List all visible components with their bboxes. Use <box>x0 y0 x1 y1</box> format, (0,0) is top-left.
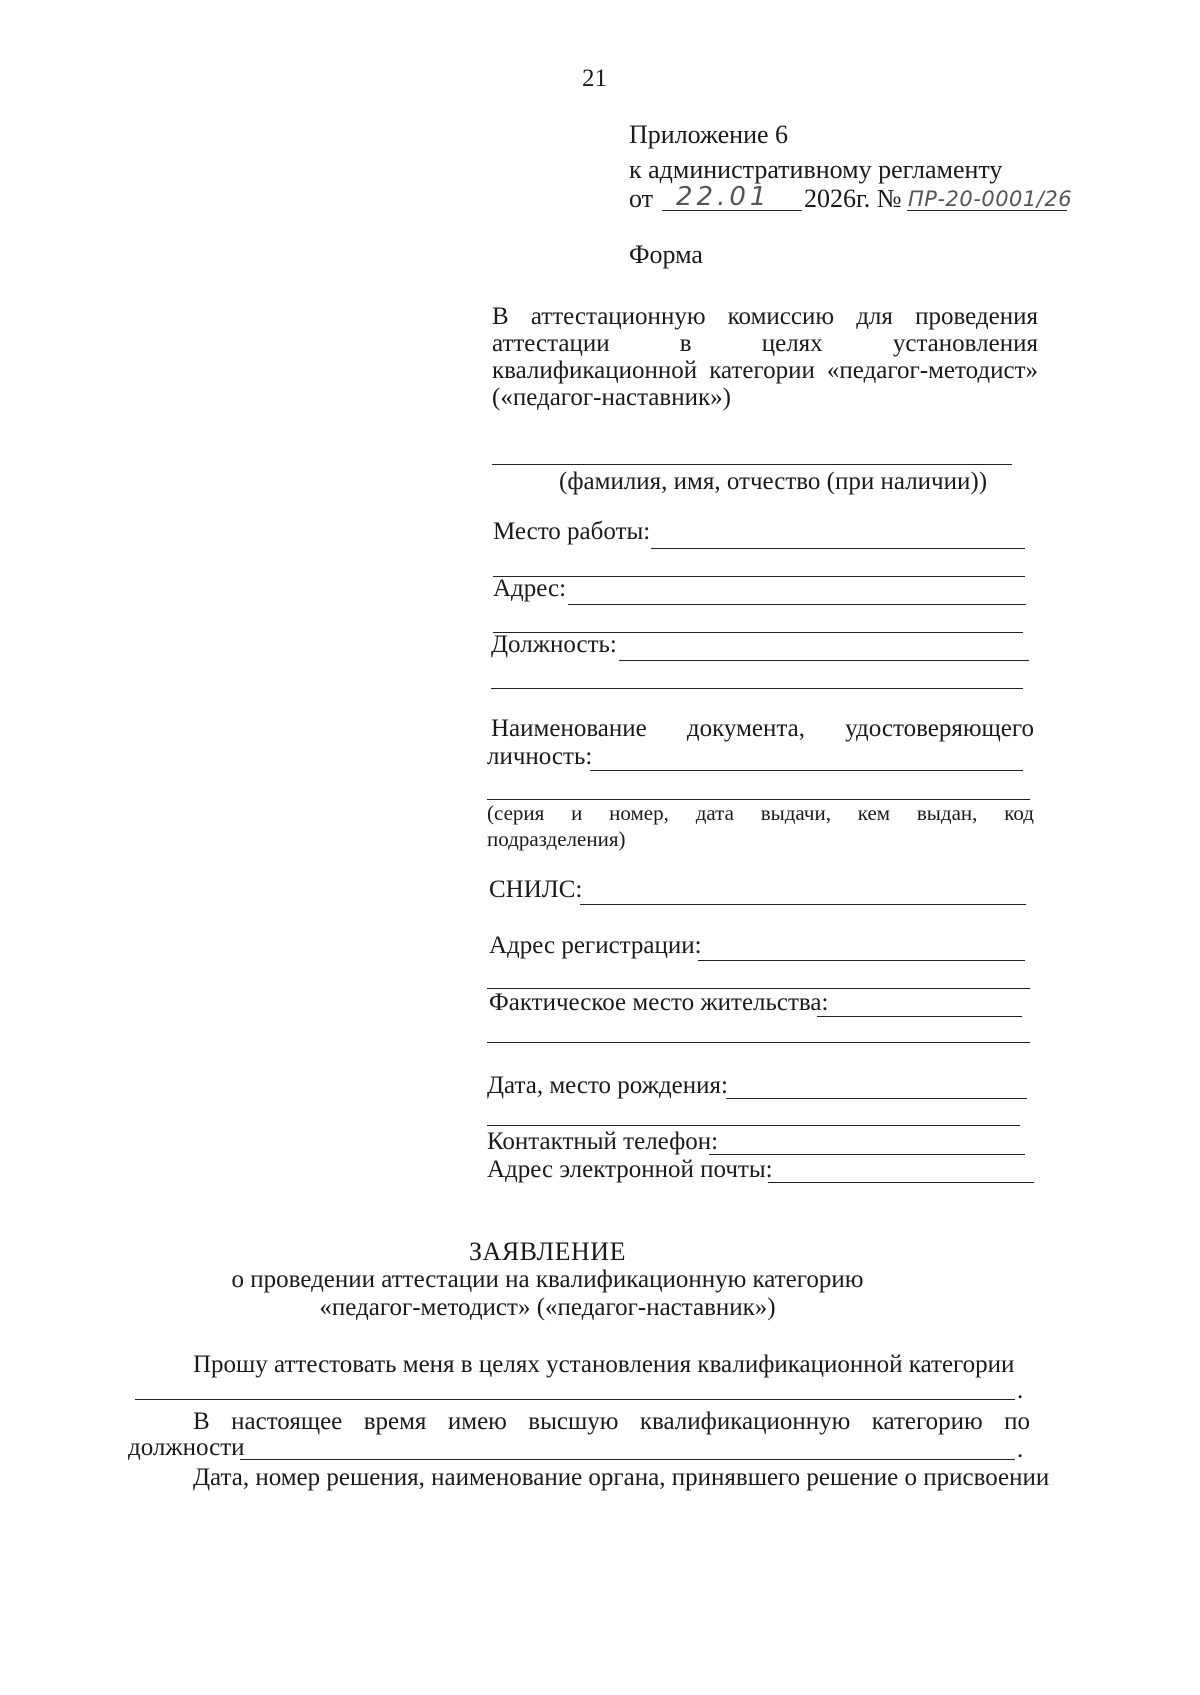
doc-name-line-2: личность: <box>487 743 593 770</box>
word: для <box>856 303 893 330</box>
position-line-2 <box>491 688 1023 689</box>
word: проведения <box>915 303 1038 330</box>
appendix-subtitle: к административному регламенту <box>629 155 1003 184</box>
date-handwritten: 22.01 <box>676 182 771 212</box>
word: Наименование <box>491 715 647 742</box>
word: дата <box>695 801 734 825</box>
word: код <box>1004 801 1034 825</box>
phone-label: Контактный телефон: <box>487 1128 719 1155</box>
word: удостоверяющего <box>845 715 1034 742</box>
word: (серия <box>487 801 545 825</box>
position-label: Должность: <box>491 631 617 658</box>
doc-caption-line-1 <box>487 800 1034 826</box>
workplace-line-2 <box>493 576 1025 577</box>
position-category-line <box>240 1459 1015 1460</box>
word: комиссию <box>727 303 835 330</box>
addressee-line-2 <box>492 329 1038 359</box>
word: в <box>679 330 692 357</box>
actual-address-line-2 <box>487 1042 1030 1043</box>
request-paragraph: Прошу аттестовать меня в целях установления квалификационной категории <box>193 1351 1015 1378</box>
statement-subtitle-1: о проведении аттестации на квалификационную категорию <box>231 1266 864 1293</box>
addressee-line-3 <box>492 356 1038 386</box>
word: номер, <box>609 801 669 825</box>
word: время <box>363 1408 427 1435</box>
word: категории <box>709 357 815 384</box>
word: по <box>1004 1408 1030 1435</box>
doc-name-line <box>590 770 1023 771</box>
workplace-label: Место работы: <box>493 518 651 545</box>
date-prefix: от <box>629 184 654 213</box>
word: имею <box>447 1408 507 1435</box>
birth-label: Дата, место рождения: <box>487 1072 728 1099</box>
decision-paragraph: Дата, номер решения, наименование органа, принявшего решение о присвоении <box>193 1464 1050 1491</box>
page-number: 21 <box>582 65 607 92</box>
appendix-title: Приложение 6 <box>629 120 789 149</box>
word: выдачи, <box>760 801 831 825</box>
word: документа, <box>686 715 805 742</box>
word: настоящее <box>231 1408 343 1435</box>
category-period: . <box>1017 1377 1024 1404</box>
email-label: Адрес электронной почты: <box>487 1156 773 1183</box>
word: квалификационную <box>639 1408 851 1435</box>
doc-caption-line-2: подразделения) <box>487 827 626 851</box>
word: аттестации <box>492 330 610 357</box>
word: категорию <box>871 1408 983 1435</box>
form-label: Форма <box>629 240 703 269</box>
addressee-line-4: («педагог-наставник») <box>492 384 731 411</box>
reg-address-label: Адрес регистрации: <box>489 932 702 959</box>
position-word: должности <box>128 1434 245 1461</box>
current-category-line-1 <box>193 1407 1030 1437</box>
word: высшую <box>528 1408 619 1435</box>
word: целях <box>761 330 823 357</box>
snils-line <box>580 904 1026 905</box>
address-label: Адрес: <box>493 575 567 602</box>
position-line <box>619 660 1029 661</box>
actual-address-label: Фактическое место жительства: <box>489 989 829 1016</box>
birth-line <box>726 1098 1027 1099</box>
year-number-label: 2026г. № <box>804 184 902 213</box>
fio-caption: (фамилия, имя, отчество (при наличии)) <box>559 468 988 495</box>
statement-title: ЗАЯВЛЕНИЕ <box>469 1237 626 1266</box>
word: квалификационной <box>492 357 698 384</box>
workplace-line <box>651 548 1025 549</box>
word: и <box>571 801 583 825</box>
doc-name-line-1 <box>491 714 1034 744</box>
statement-subtitle-2: «педагог-методист» («педагог-наставник») <box>319 1294 776 1321</box>
email-line <box>768 1182 1034 1183</box>
word: В <box>492 303 509 330</box>
actual-address-line <box>817 1016 1022 1017</box>
category-line <box>135 1399 1015 1400</box>
addressee-line-1 <box>492 302 1038 332</box>
address-line <box>568 604 1026 605</box>
number-handwritten: ПР-20-0001/26 <box>908 187 1073 211</box>
word: В <box>193 1408 210 1435</box>
word: выдан, <box>916 801 978 825</box>
word: «педагог-методист» <box>826 357 1038 384</box>
word: аттестационную <box>530 303 706 330</box>
word: кем <box>857 801 891 825</box>
position-period: . <box>1017 1436 1024 1463</box>
reg-address-line <box>698 960 1025 961</box>
birth-line-2 <box>487 1125 1020 1126</box>
fio-line <box>492 464 1012 465</box>
word: установления <box>892 330 1038 357</box>
snils-label: СНИЛС: <box>489 876 583 903</box>
